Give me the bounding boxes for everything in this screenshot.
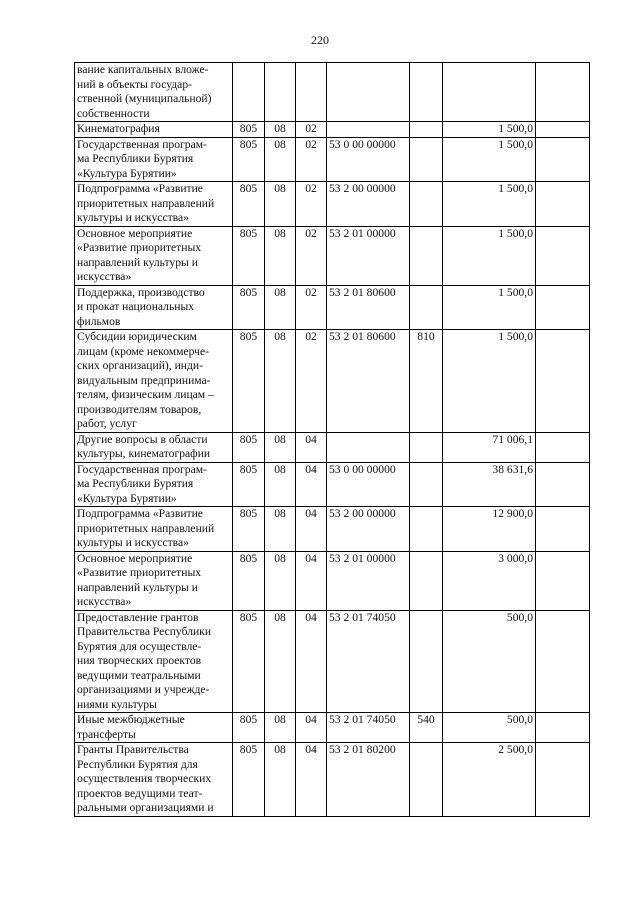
cell-target-article (327, 285, 410, 330)
cell-name (75, 610, 233, 713)
cell-section-code-text: 08 (274, 507, 286, 520)
cell-expense-type-text: 810 (417, 330, 435, 343)
cell-subsection-code-text: 02 (305, 122, 317, 135)
cell-subsection-code-text: 04 (305, 507, 317, 520)
cell-name (75, 432, 233, 462)
cell-section-code-text: 08 (274, 462, 286, 476)
cell-ministry-code (233, 63, 265, 122)
cell-amount-text: 2 500,0 (498, 743, 533, 756)
cell-empty (536, 743, 590, 817)
cell-subsection-code (296, 507, 327, 552)
cell-subsection-code-text: 04 (305, 551, 317, 565)
cell-empty (536, 63, 590, 122)
cell-amount (443, 285, 536, 330)
cell-empty (536, 330, 590, 433)
table-row (75, 330, 590, 433)
cell-target-article-text: 53 2 01 80200 (329, 743, 396, 756)
cell-section-code (265, 610, 296, 713)
cell-amount-text: 1 500,0 (498, 182, 533, 195)
cell-target-article (327, 743, 410, 817)
cell-subsection-code (296, 137, 327, 182)
cell-amount-text: 1 500,0 (498, 137, 533, 151)
cell-expense-type (410, 743, 443, 817)
cell-ministry-code-text: 805 (239, 226, 258, 240)
cell-target-article-text: 53 0 00 00000 (329, 462, 396, 476)
cell-target-article (327, 330, 410, 433)
cell-target-article (327, 462, 410, 507)
cell-name-text: Подпрограмма «Развитие приоритетных направлений культуры и искусства» (77, 182, 215, 224)
cell-amount (443, 462, 536, 507)
cell-subsection-code-text: 02 (305, 285, 317, 299)
cell-name-text: вание капитальных вложе- ний в объекты государ- ственной (муниципальной) собственности (77, 63, 212, 120)
cell-expense-type (410, 507, 443, 552)
cell-amount (443, 507, 536, 552)
cell-ministry-code (233, 122, 265, 138)
cell-target-article (327, 226, 410, 285)
cell-name (75, 743, 233, 817)
cell-subsection-code-text: 02 (305, 226, 317, 240)
cell-target-article-text: 53 2 00 00000 (329, 182, 396, 195)
cell-name-text: Поддержка, производство и прокат национальных фильмов (77, 285, 205, 328)
cell-section-code (265, 122, 296, 138)
cell-amount (443, 610, 536, 713)
cell-amount (443, 182, 536, 227)
cell-ministry-code-text: 805 (239, 743, 258, 756)
cell-ministry-code-text: 805 (239, 432, 258, 446)
cell-name (75, 137, 233, 182)
cell-expense-type (410, 122, 443, 138)
cell-amount-text: 71 006,1 (492, 432, 533, 446)
cell-ministry-code (233, 551, 265, 610)
cell-name (75, 182, 233, 227)
cell-empty (536, 285, 590, 330)
cell-empty (536, 226, 590, 285)
cell-subsection-code (296, 226, 327, 285)
cell-name-text: Субсидии юридическим лицам (кроме некоммерче- ских организаций), инди- видуальным предпринима- телям, физическим лицам – производителям товаров, работ, услуг (77, 330, 214, 430)
cell-target-article (327, 610, 410, 713)
cell-name (75, 63, 233, 122)
cell-ministry-code (233, 462, 265, 507)
table-row (75, 226, 590, 285)
table-row (75, 432, 590, 462)
page-number: 220 (311, 33, 329, 47)
cell-expense-type-text: 540 (417, 713, 435, 726)
cell-subsection-code (296, 462, 327, 507)
cell-expense-type (410, 182, 443, 227)
cell-target-article-text: 53 2 01 74050 (329, 713, 396, 726)
cell-empty (536, 182, 590, 227)
cell-subsection-code (296, 551, 327, 610)
cell-section-code (265, 330, 296, 433)
cell-name (75, 713, 233, 743)
cell-amount-text: 12 900,0 (492, 507, 533, 520)
cell-subsection-code (296, 743, 327, 817)
cell-name (75, 462, 233, 507)
cell-section-code-text: 08 (274, 713, 286, 726)
cell-section-code (265, 713, 296, 743)
cell-empty (536, 507, 590, 552)
cell-target-article-text: 53 2 01 80600 (329, 330, 396, 343)
cell-amount-text: 38 631,6 (492, 462, 533, 476)
cell-amount-text: 500,0 (506, 713, 533, 726)
cell-subsection-code-text: 02 (305, 330, 317, 343)
cell-subsection-code (296, 432, 327, 462)
cell-section-code-text: 08 (274, 137, 286, 151)
cell-expense-type (410, 610, 443, 713)
table-row (75, 743, 590, 817)
cell-section-code (265, 507, 296, 552)
table-row (75, 182, 590, 227)
cell-amount-text: 1 500,0 (498, 330, 533, 343)
cell-target-article-text: 53 2 01 00000 (329, 226, 396, 240)
cell-amount (443, 122, 536, 138)
cell-amount (443, 713, 536, 743)
budget-table (74, 62, 590, 817)
cell-target-article (327, 713, 410, 743)
cell-name (75, 551, 233, 610)
cell-subsection-code (296, 122, 327, 138)
cell-name-text: Основное мероприятие «Развитие приоритетных направлений культуры и искусства» (77, 226, 202, 283)
cell-section-code-text: 08 (274, 122, 286, 135)
cell-section-code (265, 432, 296, 462)
cell-expense-type (410, 137, 443, 182)
cell-expense-type (410, 285, 443, 330)
table-row (75, 551, 590, 610)
cell-subsection-code-text: 04 (305, 610, 317, 624)
cell-ministry-code (233, 713, 265, 743)
cell-ministry-code-text: 805 (239, 122, 258, 135)
cell-name-text: Другие вопросы в области культуры, кинематографии (77, 432, 211, 460)
cell-subsection-code-text: 04 (305, 462, 317, 476)
cell-ministry-code (233, 285, 265, 330)
cell-name-text: Кинематография (77, 122, 160, 135)
cell-empty (536, 713, 590, 743)
cell-empty (536, 462, 590, 507)
table-row (75, 122, 590, 138)
table-row (75, 713, 590, 743)
cell-target-article (327, 63, 410, 122)
cell-expense-type (410, 713, 443, 743)
table-row (75, 63, 590, 122)
cell-amount (443, 226, 536, 285)
cell-target-article (327, 137, 410, 182)
cell-name-text: Государственная програм- ма Республики Бурятия «Культура Бурятии» (77, 137, 207, 180)
table-row (75, 610, 590, 713)
cell-section-code (265, 63, 296, 122)
cell-target-article-text: 53 2 01 00000 (329, 551, 396, 565)
cell-section-code-text: 08 (274, 226, 286, 240)
cell-section-code-text: 08 (274, 182, 286, 195)
cell-name (75, 330, 233, 433)
cell-amount (443, 330, 536, 433)
cell-subsection-code-text: 02 (305, 137, 317, 151)
cell-name (75, 285, 233, 330)
cell-target-article (327, 122, 410, 138)
cell-ministry-code (233, 182, 265, 227)
cell-ministry-code-text: 805 (239, 285, 258, 299)
table-row (75, 137, 590, 182)
cell-name-text: Государственная програм- ма Республики Бурятия «Культура Бурятии» (77, 462, 207, 505)
cell-expense-type (410, 462, 443, 507)
cell-section-code-text: 08 (274, 743, 286, 756)
budget-table-body (75, 63, 590, 817)
cell-amount (443, 63, 536, 122)
cell-amount-text: 3 000,0 (498, 551, 533, 565)
cell-subsection-code (296, 713, 327, 743)
cell-target-article (327, 507, 410, 552)
cell-section-code (265, 285, 296, 330)
cell-target-article (327, 551, 410, 610)
cell-target-article-text: 53 2 01 74050 (329, 610, 396, 624)
cell-section-code (265, 182, 296, 227)
table-row (75, 507, 590, 552)
cell-section-code-text: 08 (274, 551, 286, 565)
cell-ministry-code-text: 805 (239, 330, 258, 343)
cell-expense-type (410, 226, 443, 285)
cell-name-text: Гранты Правительства Республики Бурятия для осуществления творческих проектов ведущими теат- ральными организациями и (77, 743, 214, 814)
cell-name (75, 226, 233, 285)
cell-name (75, 122, 233, 138)
cell-expense-type (410, 63, 443, 122)
cell-ministry-code-text: 805 (239, 462, 258, 476)
cell-ministry-code-text: 805 (239, 137, 258, 151)
cell-empty (536, 610, 590, 713)
cell-subsection-code-text: 04 (305, 713, 317, 726)
cell-empty (536, 122, 590, 138)
cell-amount (443, 432, 536, 462)
cell-ministry-code-text: 805 (239, 610, 258, 624)
cell-subsection-code (296, 285, 327, 330)
cell-section-code-text: 08 (274, 330, 286, 343)
cell-name-text: Иные межбюджетные трансферты (77, 713, 185, 741)
cell-section-code-text: 08 (274, 432, 286, 446)
cell-ministry-code (233, 432, 265, 462)
cell-ministry-code (233, 330, 265, 433)
cell-target-article (327, 182, 410, 227)
cell-section-code-text: 08 (274, 285, 286, 299)
cell-name-text: Подпрограмма «Развитие приоритетных направлений культуры и искусства» (77, 507, 215, 549)
cell-ministry-code (233, 226, 265, 285)
cell-empty (536, 432, 590, 462)
cell-ministry-code (233, 743, 265, 817)
cell-ministry-code-text: 805 (239, 182, 258, 195)
cell-ministry-code-text: 805 (239, 713, 258, 726)
cell-subsection-code (296, 330, 327, 433)
cell-empty (536, 137, 590, 182)
cell-subsection-code (296, 63, 327, 122)
cell-expense-type (410, 551, 443, 610)
cell-amount-text: 1 500,0 (498, 285, 533, 299)
cell-subsection-code (296, 182, 327, 227)
cell-name-text: Основное мероприятие «Развитие приоритетных направлений культуры и искусства» (77, 551, 202, 608)
cell-subsection-code-text: 04 (305, 432, 317, 446)
cell-section-code (265, 462, 296, 507)
table-row (75, 462, 590, 507)
cell-ministry-code (233, 137, 265, 182)
cell-subsection-code (296, 610, 327, 713)
cell-target-article-text: 53 0 00 00000 (329, 137, 396, 151)
cell-target-article-text: 53 2 00 00000 (329, 507, 396, 520)
cell-expense-type (410, 432, 443, 462)
cell-amount (443, 551, 536, 610)
cell-amount-text: 1 500,0 (498, 226, 533, 240)
cell-amount (443, 743, 536, 817)
cell-section-code (265, 137, 296, 182)
cell-ministry-code (233, 610, 265, 713)
cell-target-article-text: 53 2 01 80600 (329, 285, 396, 299)
cell-section-code (265, 551, 296, 610)
cell-name-text: Предоставление грантов Правительства Республики Бурятия для осуществле- ния творческих проектов ведущими театральными организациями и учрежде- ниями культуры (77, 610, 212, 711)
cell-ministry-code (233, 507, 265, 552)
cell-ministry-code-text: 805 (239, 551, 258, 565)
cell-subsection-code-text: 02 (305, 182, 317, 195)
cell-section-code (265, 226, 296, 285)
cell-subsection-code-text: 04 (305, 743, 317, 756)
cell-amount (443, 137, 536, 182)
cell-section-code-text: 08 (274, 610, 286, 624)
cell-amount-text: 500,0 (506, 610, 533, 624)
cell-section-code (265, 743, 296, 817)
table-row (75, 285, 590, 330)
cell-name (75, 507, 233, 552)
cell-target-article (327, 432, 410, 462)
cell-amount-text: 1 500,0 (498, 122, 533, 135)
cell-ministry-code-text: 805 (239, 507, 258, 520)
cell-empty (536, 551, 590, 610)
cell-expense-type (410, 330, 443, 433)
